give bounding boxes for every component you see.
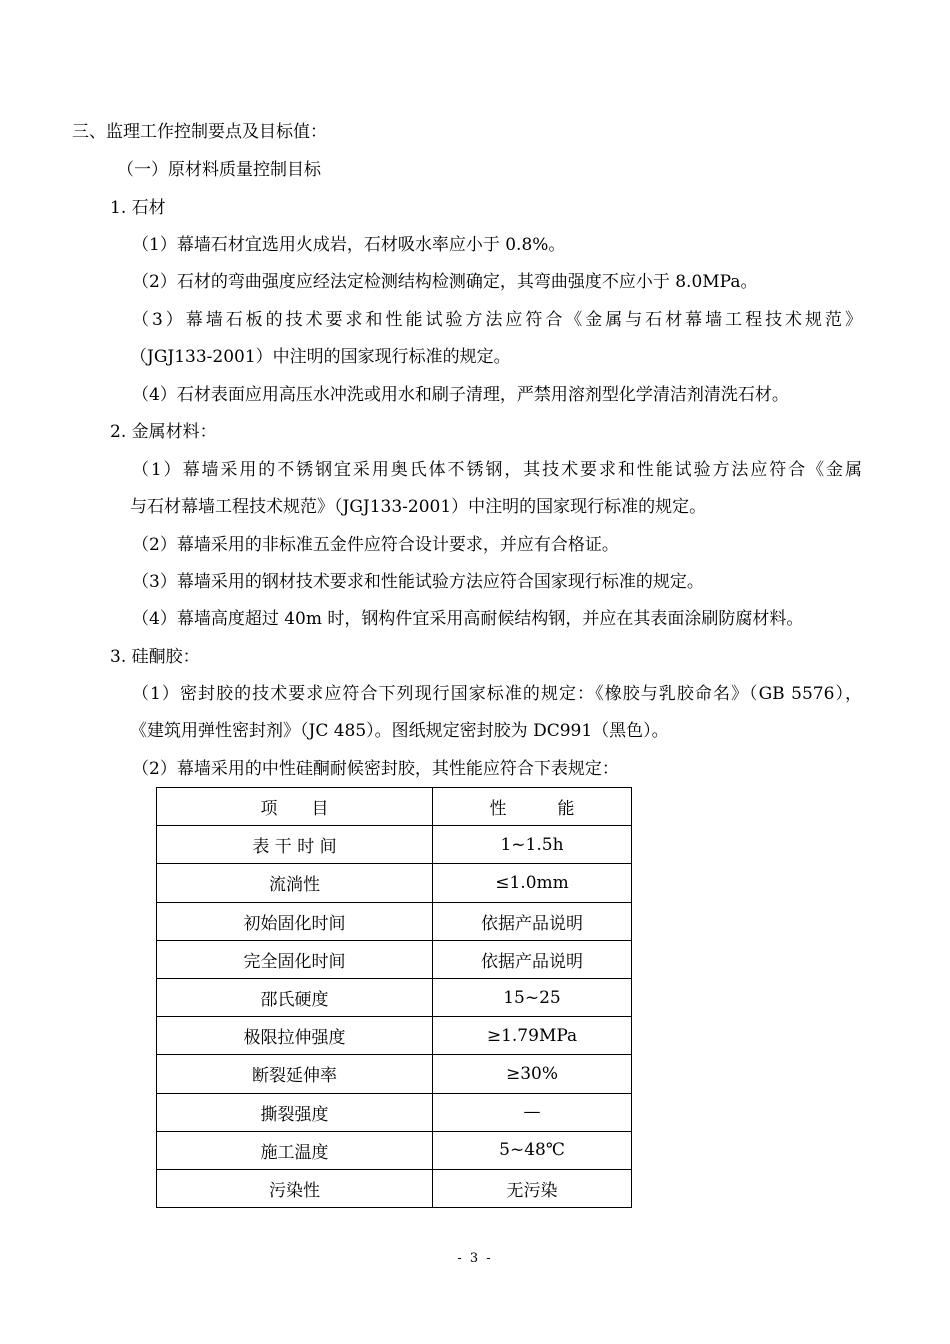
row-value-cell: 1~1.5h [433, 826, 632, 864]
stone-item-1: （1）幕墙石材宜选用火成岩，石材吸水率应小于 0.8%。 [132, 235, 566, 255]
row-item-cell: 施工温度 [157, 1131, 433, 1169]
stone-item-4: （4）石材表面应用高压水冲洗或用水和刷子清理，严禁用溶剂型化学清洁剂清洗石材。 [132, 385, 789, 405]
row-item-cell: 完全固化时间 [157, 940, 433, 978]
table-row [157, 902, 632, 940]
table-row [157, 1169, 632, 1207]
row-item-cell: 邵氏硬度 [157, 978, 433, 1016]
table-row [157, 864, 632, 902]
row-item-cell: 极限拉伸强度 [157, 1017, 433, 1055]
row-item-cell: 初始固化时间 [157, 902, 433, 940]
stone-item-2: （2）石材的弯曲强度应经法定检测结构检测确定，其弯曲强度不应小于 8.0MPa。 [132, 272, 758, 292]
silicone-item-2: （2）幕墙采用的中性硅酮耐候密封胶，其性能应符合下表规定： [132, 759, 619, 779]
table-row [157, 1055, 632, 1093]
silicone-item-1: （1）密封胶的技术要求应符合下列现行国家标准的规定：《橡胶与乳胶命名》（GB 5576）， [132, 684, 862, 704]
metal-item-1-cont: 与石材幕墙工程技术规范》（JGJ133-2001）中注明的国家现行标准的规定。 [130, 497, 707, 517]
row-value-cell: 依据产品说明 [433, 902, 632, 940]
table-header-row [157, 788, 632, 826]
table-row [157, 826, 632, 864]
silicone-item-1-cont: 《建筑用弹性密封剂》（JC 485）。图纸规定密封胶为 DC991（黑色）。 [130, 721, 669, 741]
row-value-cell: 无污染 [433, 1169, 632, 1207]
row-item-cell: 流淌性 [157, 864, 433, 902]
table-row [157, 940, 632, 978]
sealant-performance-table [156, 787, 632, 1208]
table-row [157, 978, 632, 1016]
table-row [157, 1093, 632, 1131]
silicone-heading: 3. 硅酮胶： [110, 647, 200, 667]
metal-item-4: （4）幕墙高度超过 40m 时，钢构件宜采用高耐候结构钢，并应在其表面涂刷防腐材料。 [132, 609, 804, 629]
header-item-cell: 项 目 [157, 788, 433, 826]
stone-item-3-cont: （JGJ133-2001）中注明的国家现行标准的规定。 [130, 347, 511, 367]
row-value-cell: 15~25 [433, 978, 632, 1016]
row-item-cell: 污染性 [157, 1169, 433, 1207]
metal-heading: 2. 金属材料： [110, 422, 217, 442]
table-row [157, 1017, 632, 1055]
table-row [157, 1131, 632, 1169]
row-value-cell: ≥30% [433, 1055, 632, 1093]
page-number: - 3 - [457, 1251, 493, 1266]
metal-item-1: （1）幕墙采用的不锈钢宜采用奥氏体不锈钢，其技术要求和性能试验方法应符合《金属 [132, 460, 862, 480]
row-value-cell: ≤1.0mm [433, 864, 632, 902]
metal-item-3: （3）幕墙采用的钢材技术要求和性能试验方法应符合国家现行标准的规定。 [132, 572, 704, 592]
row-item-cell: 表 干 时 间 [157, 826, 433, 864]
metal-item-2: （2）幕墙采用的非标准五金件应符合设计要求，并应有合格证。 [132, 535, 619, 555]
row-item-cell: 撕裂强度 [157, 1093, 433, 1131]
header-performance-cell: 性 能 [433, 788, 632, 826]
stone-heading: 1. 石材 [110, 198, 166, 218]
row-value-cell: 5~48℃ [433, 1131, 632, 1169]
row-item-cell: 断裂延伸率 [157, 1055, 433, 1093]
row-value-cell: 依据产品说明 [433, 940, 632, 978]
subsection-heading: （一）原材料质量控制目标 [117, 160, 321, 180]
row-value-cell: ≥1.79MPa [433, 1017, 632, 1055]
section-heading: 三、监理工作控制要点及目标值： [72, 122, 327, 142]
stone-item-3: （3）幕墙石板的技术要求和性能试验方法应符合《金属与石材幕墙工程技术规范》 [132, 310, 862, 330]
row-value-cell: — [433, 1093, 632, 1131]
